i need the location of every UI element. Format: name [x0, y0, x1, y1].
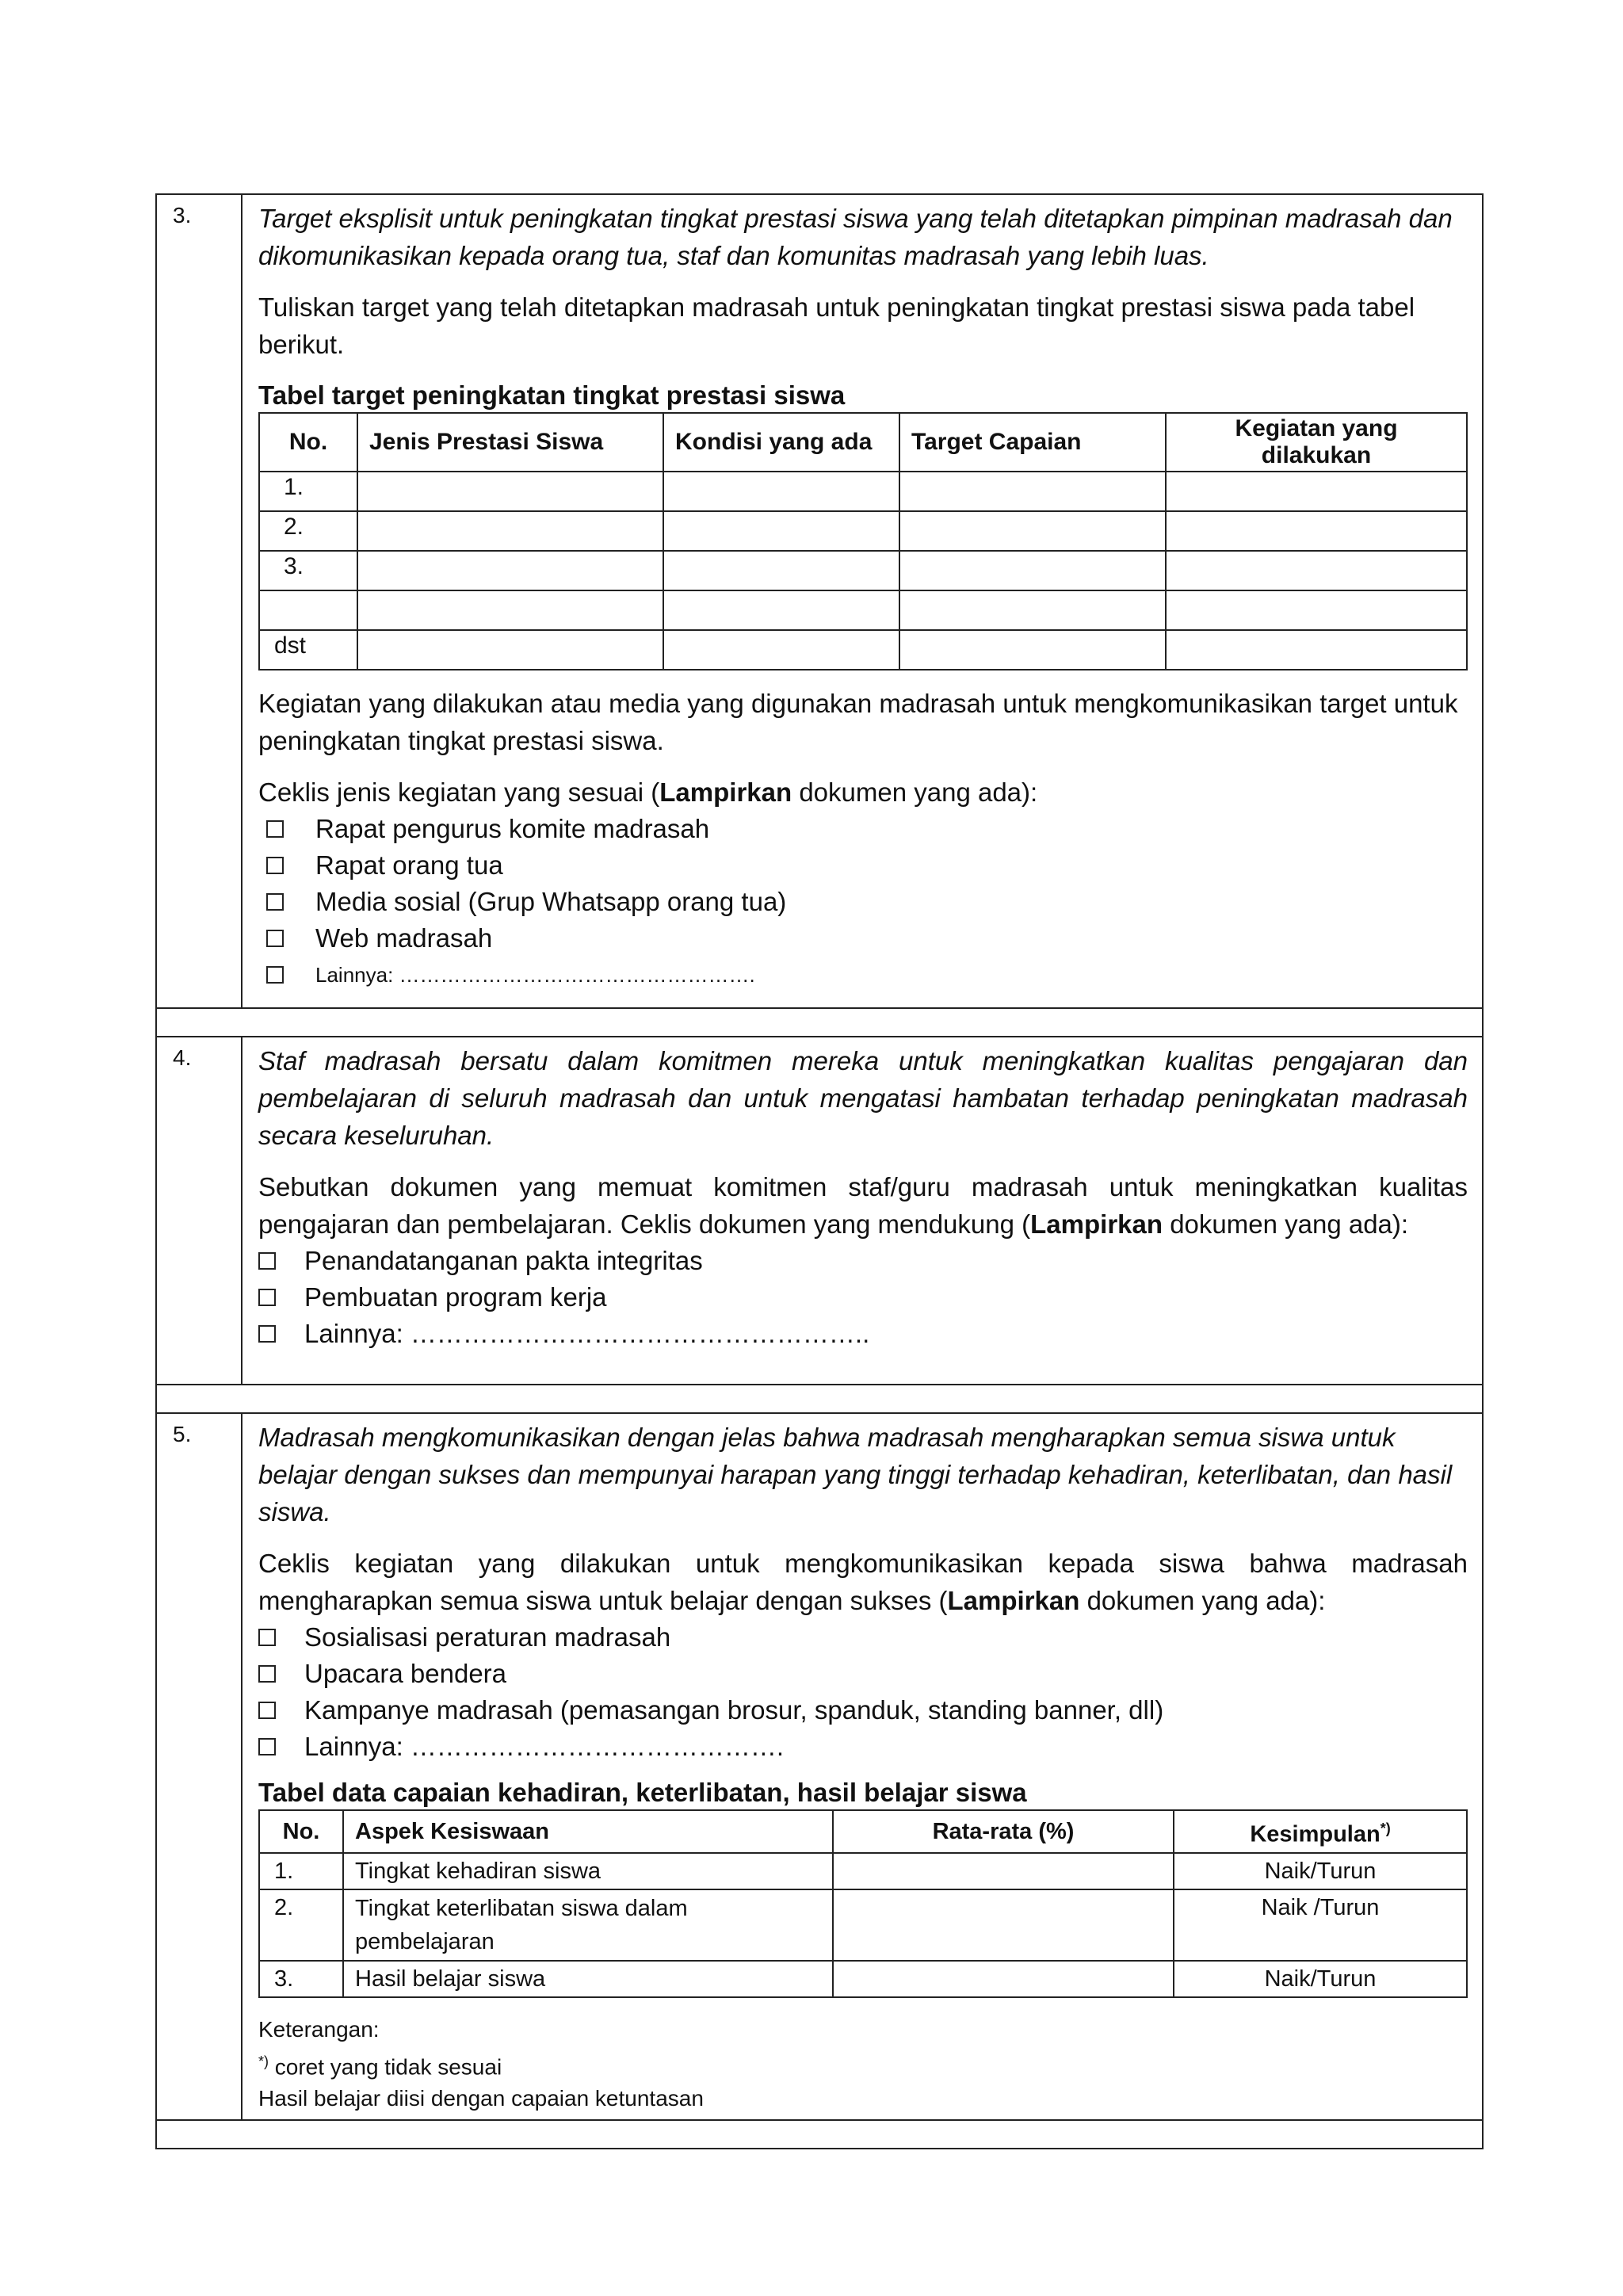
- checkbox[interactable]: [258, 1702, 276, 1719]
- row-number: [259, 590, 357, 630]
- aspect-cell: Tingkat kehadiran siswa: [343, 1853, 833, 1889]
- checklist-item[interactable]: Media sosial (Grup Whatsapp orang tua): [258, 884, 1468, 920]
- column-header: Jenis Prestasi Siswa: [357, 413, 663, 472]
- average-cell[interactable]: [833, 1853, 1174, 1889]
- table-cell[interactable]: [357, 511, 663, 551]
- table-cell[interactable]: [357, 472, 663, 511]
- section-5-row: [156, 1413, 1483, 2120]
- table-cell[interactable]: [1166, 630, 1467, 670]
- checkbox[interactable]: [258, 1738, 276, 1755]
- section-3-statement: Target eksplisit untuk peningkatan tingkat prestasi siswa yang telah ditetapkan pimpinan madrasah dan dikomunikasikan kepada orang tua, staf dan komunitas madrasah yang lebih luas.: [258, 204, 1453, 270]
- form-table: [155, 193, 1484, 2149]
- section-5-content: [242, 1413, 1483, 2120]
- conclusion-cell[interactable]: Naik/Turun: [1174, 1853, 1467, 1889]
- table-cell[interactable]: [1166, 590, 1467, 630]
- table-header-row: [259, 1810, 1467, 1853]
- section-3-instruction: Tuliskan target yang telah ditetapkan madrasah untuk peningkatan tingkat prestasi siswa pada tabel berikut.: [258, 292, 1415, 359]
- checkbox[interactable]: [258, 1629, 276, 1646]
- section-4-row: [156, 1037, 1483, 1385]
- average-cell[interactable]: [833, 1889, 1174, 1961]
- table-cell[interactable]: [899, 472, 1166, 511]
- note-line: Hasil belajar diisi dengan capaian ketuntasan: [258, 2085, 704, 2111]
- section-3-content: [242, 194, 1483, 1008]
- checkbox[interactable]: [266, 820, 284, 838]
- column-header: Aspek Kesiswaan: [343, 1810, 833, 1853]
- checklist-item[interactable]: Lainnya: ……………………………………………..: [258, 1316, 1468, 1352]
- table-cell[interactable]: [357, 551, 663, 590]
- checklist-item[interactable]: Rapat orang tua: [258, 847, 1468, 884]
- table-row: [259, 472, 1467, 511]
- checklist-item[interactable]: Rapat pengurus komite madrasah: [258, 811, 1468, 847]
- table-cell[interactable]: [899, 630, 1166, 670]
- checklist-intro: Ceklis jenis kegiatan yang sesuai (Lampirkan dokumen yang ada):: [258, 777, 1038, 807]
- spacer-row: [156, 1385, 1483, 1413]
- checklist-item[interactable]: Upacara bendera: [258, 1656, 1468, 1692]
- section-4-statement: Staf madrasah bersatu dalam komitmen mereka untuk meningkatkan kualitas pengajaran dan pembelajaran di seluruh madrasah dan untuk mengatasi hambatan terhadap peningkatan madrasah secara keseluruhan.: [258, 1046, 1468, 1150]
- table-cell[interactable]: [357, 630, 663, 670]
- table-title: Tabel data capaian kehadiran, keterlibatan, hasil belajar siswa: [258, 1778, 1027, 1807]
- checkbox[interactable]: [266, 966, 284, 984]
- table-cell[interactable]: [663, 472, 899, 511]
- row-number: 3.: [259, 1961, 343, 1997]
- table-row: [259, 590, 1467, 630]
- spacer-row: [156, 1008, 1483, 1037]
- spacer-row: [156, 2120, 1483, 2149]
- table-cell[interactable]: [1166, 551, 1467, 590]
- checkbox[interactable]: [258, 1665, 276, 1683]
- table-cell[interactable]: [1166, 472, 1467, 511]
- checkbox[interactable]: [266, 930, 284, 947]
- communication-text: Kegiatan yang dilakukan atau media yang digunakan madrasah untuk mengkomunikasikan target untuk peningkatan tingkat prestasi siswa.: [258, 689, 1458, 755]
- aspect-cell: Tingkat keterlibatan siswa dalam pembelajaran: [343, 1889, 833, 1961]
- table-cell[interactable]: [663, 551, 899, 590]
- conclusion-cell[interactable]: Naik/Turun: [1174, 1961, 1467, 1997]
- table-row: [259, 1853, 1467, 1889]
- note-line: *) coret yang tidak sesuai: [258, 2053, 502, 2079]
- checklist-item[interactable]: Kampanye madrasah (pemasangan brosur, spanduk, standing banner, dll): [258, 1692, 1468, 1729]
- checkbox[interactable]: [258, 1289, 276, 1306]
- section-3-row: [156, 194, 1483, 1008]
- row-number: dst: [259, 630, 357, 670]
- table-cell[interactable]: [663, 590, 899, 630]
- target-table: [258, 412, 1468, 670]
- row-number: 1.: [259, 472, 357, 511]
- column-header: Rata-rata (%): [833, 1810, 1174, 1853]
- row-number: 2.: [259, 1889, 343, 1961]
- section-5-instruction: Ceklis kegiatan yang dilakukan untuk mengkomunikasikan kepada siswa bahwa madrasah mengharapkan semua siswa untuk belajar dengan sukses (Lampirkan dokumen yang ada):: [258, 1549, 1468, 1615]
- table-row: [259, 511, 1467, 551]
- row-number: 2.: [259, 511, 357, 551]
- table-cell[interactable]: [663, 630, 899, 670]
- column-header: No.: [259, 413, 357, 472]
- aspect-cell: Hasil belajar siswa: [343, 1961, 833, 1997]
- section-4-content: [242, 1037, 1483, 1385]
- table-cell[interactable]: [899, 590, 1166, 630]
- table-row: [259, 1961, 1467, 1997]
- section-5-statement: Madrasah mengkomunikasikan dengan jelas bahwa madrasah mengharapkan semua siswa untuk belajar dengan sukses dan mempunyai harapan yang tinggi terhadap kehadiran, keterlibatan, dan hasil siswa.: [258, 1423, 1453, 1526]
- table-cell[interactable]: [357, 590, 663, 630]
- table-cell[interactable]: [899, 511, 1166, 551]
- checkbox[interactable]: [258, 1325, 276, 1343]
- section-4-instruction: Sebutkan dokumen yang memuat komitmen staf/guru madrasah untuk meningkatkan kualitas pengajaran dan pembelajaran. Ceklis dokumen yang mendukung (Lampirkan dokumen yang ada):: [258, 1172, 1468, 1239]
- checkbox[interactable]: [266, 857, 284, 874]
- row-number: 3.: [259, 551, 357, 590]
- column-header: Target Capaian: [899, 413, 1166, 472]
- table-header-row: [259, 413, 1467, 472]
- checkbox[interactable]: [258, 1252, 276, 1270]
- column-header: No.: [259, 1810, 343, 1853]
- table-cell[interactable]: [899, 551, 1166, 590]
- table-cell[interactable]: [663, 511, 899, 551]
- achievement-table: [258, 1809, 1468, 1998]
- table-cell[interactable]: [1166, 511, 1467, 551]
- table-row: [259, 630, 1467, 670]
- note-label: Keterangan:: [258, 2016, 380, 2042]
- row-number: 1.: [259, 1853, 343, 1889]
- section-number: 5.: [156, 1413, 242, 2120]
- checkbox[interactable]: [266, 893, 284, 911]
- section-number: 3.: [156, 194, 242, 1008]
- checklist-item[interactable]: Web madrasah: [258, 920, 1468, 957]
- checklist-item-other[interactable]: Lainnya: …………………………………………….: [258, 957, 1468, 993]
- checklist-item[interactable]: Penandatanganan pakta integritas: [258, 1243, 1468, 1279]
- checklist-item[interactable]: Pembuatan program kerja: [258, 1279, 1468, 1316]
- table-row: [259, 1889, 1467, 1961]
- checklist-item[interactable]: Lainnya: …………………………………….: [258, 1729, 1468, 1765]
- column-header: Kondisi yang ada: [663, 413, 899, 472]
- column-header: Kegiatan yang dilakukan: [1166, 413, 1467, 472]
- checklist-item[interactable]: Sosialisasi peraturan madrasah: [258, 1619, 1468, 1656]
- table-title: Tabel target peningkatan tingkat prestasi siswa: [258, 380, 846, 410]
- table-row: [259, 551, 1467, 590]
- conclusion-cell[interactable]: Naik /Turun: [1174, 1889, 1467, 1961]
- average-cell[interactable]: [833, 1961, 1174, 1997]
- column-header: Kesimpulan*): [1174, 1810, 1467, 1853]
- section-number: 4.: [156, 1037, 242, 1385]
